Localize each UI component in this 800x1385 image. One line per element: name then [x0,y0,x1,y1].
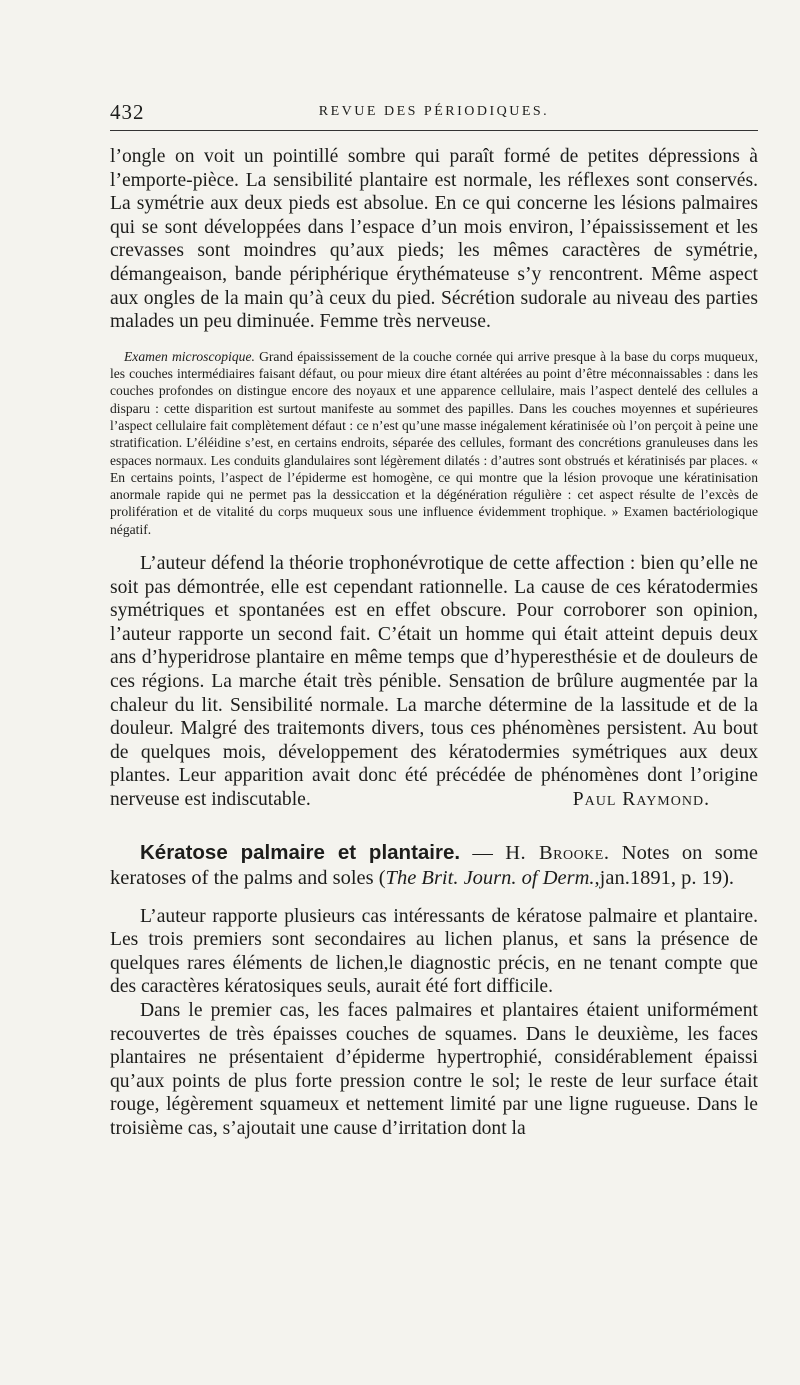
article-dash: — [472,841,506,864]
paragraph-case-description: l’ongle on voit un pointillé sombre qui paraît formé de petites dépressions à l’emporte-pièce. La sensibilité plantaire est normale, les réflexes sont conservés. La symétrie aux deux pieds est absolue. En ce qui concerne les lésions palmaires qui se sont développées dans l’espace d’un mois environ, l’épaississement et les crevasses sont moindres qu’aux pieds; les mêmes caractères de symétrie, démangeaison, bande périphérique érythémateuse s’y rencontrent. Même aspect aux ongles de la main qu’à ceux du pied. Sécrétion sudorale au niveau des parties malades un peu diminuée. Femme très nerveuse. [110,146,758,333]
article-title: Notes on some keratoses of the palms and soles [110,841,759,889]
running-title: REVUE DES PÉRIODIQUES. [318,104,550,119]
article-keyword: Kératose palmaire et plantaire. [140,840,461,864]
microscopy-heading: Examen microscopique. [124,348,255,364]
page-header [110,100,758,131]
theory-text: L’auteur défend la théorie trophonévrotique de cette affection : bien qu’elle ne soit pas démontrée, elle est cependant rationnelle. La cause de ces kératodermies symétriques et spontanées est en effet obscure. Pour corroborer son opinion, l’auteur rapporte un second fait. C’était un homme qui était atteint depuis deux ans d’hyperidrose plantaire en même temps que d’hyperesthésie et de douleurs de ces régions. La marche était très pénible. Sensation de brûlure augmentée par la chaleur du lit. Sensibilité normale. La marche détermine de la lassitude et de la douleur. Malgré des traitemonts divers, tous ces phénomènes persistent. Au bout de quelques mois, développement des kératodermies symétriques aux deux plantes. Leur apparition avait donc été précédée de phénomènes dont l’origine nerveuse est indiscutable. [110,553,758,810]
paragraph-cases-detail: Dans le premier cas, les faces palmaires et plantaires étaient uniformément recouvertes de très épaisses couches de squames. Dans le deuxième, les faces plantaires ne présentaient d’épiderme hypertrophié, considérablement épaissi qu’aux points de plus forte pression contre le sol; le reste de leur surface était rouge, légèrement squameux et nettement limité par une ligne rugueuse. Dans le troisième cas, s’ajoutait une cause d’irritation dont la [110,999,758,1139]
paragraph-cases-intro: L’auteur rapporte plusieurs cas intéressants de kératose palmaire et plantaire. Les trois premiers sont secondaires au lichen planus, et sans la présence de quelques rares éléments de lichen,le diagnostic précis, en ne tenant compte que des caractères kératosiques seuls, aurait été fort difficile. [110,905,758,998]
article-heading: Kératose palmaire et plantaire. — H. Brooke. Notes on some keratoses of the palms and soles (The Brit. Journ. of Derm.,jan.1891, p. 19). [110,840,759,889]
signature: Paul Raymond. [572,788,710,810]
page [110,100,758,1140]
page-number: 432 [110,100,145,124]
paragraph-author-theory [110,552,758,812]
article-citation: jan.1891, p. 19). [599,866,735,889]
microscopy-text: Grand épaississement de la couche cornée qui arrive presque à la base du corps muqueux, les couches intermédiaires faisant défaut, ou pour mieux dire étant altérées au point d’être méconnaissables : dans les couches profondes on distingue encore des noyaux et une apparence cellulaire, mais l’aspect dentelé des cellules a disparu : cette disparition est surtout manifeste au sommet des papilles. Dans les couches moyennes et supérieures l’aspect cellulaire fait complètement défaut : ce n’est qu’une masse inégalement kératinisée où l’on perçoit à peine une stratification. L’éléidine s’est, en certains endroits, séparée des cellules, formant des concrétions granuleuses dans les espaces normaux. Les conduits glandulaires sont légèrement dilatés : d’autres sont obstrués et kératinisés par places. « En certains points, l’aspect de l’épiderme est homogène, ce qui montre que la lésion provoque une kératinisation anormale rapide qui ne permet pas la dessiccation et la dégénération régulière : cet aspect résulte de l’excès de prolifération et de vitalité du corps muqueux sous une influence évidemment trophique. » Examen bactériologique négatif. [110,348,758,537]
microscopy-paragraph [110,348,758,538]
article-author: H. Brooke. [505,841,610,864]
article-journal: The Brit. Journ. of Derm. [385,866,595,889]
